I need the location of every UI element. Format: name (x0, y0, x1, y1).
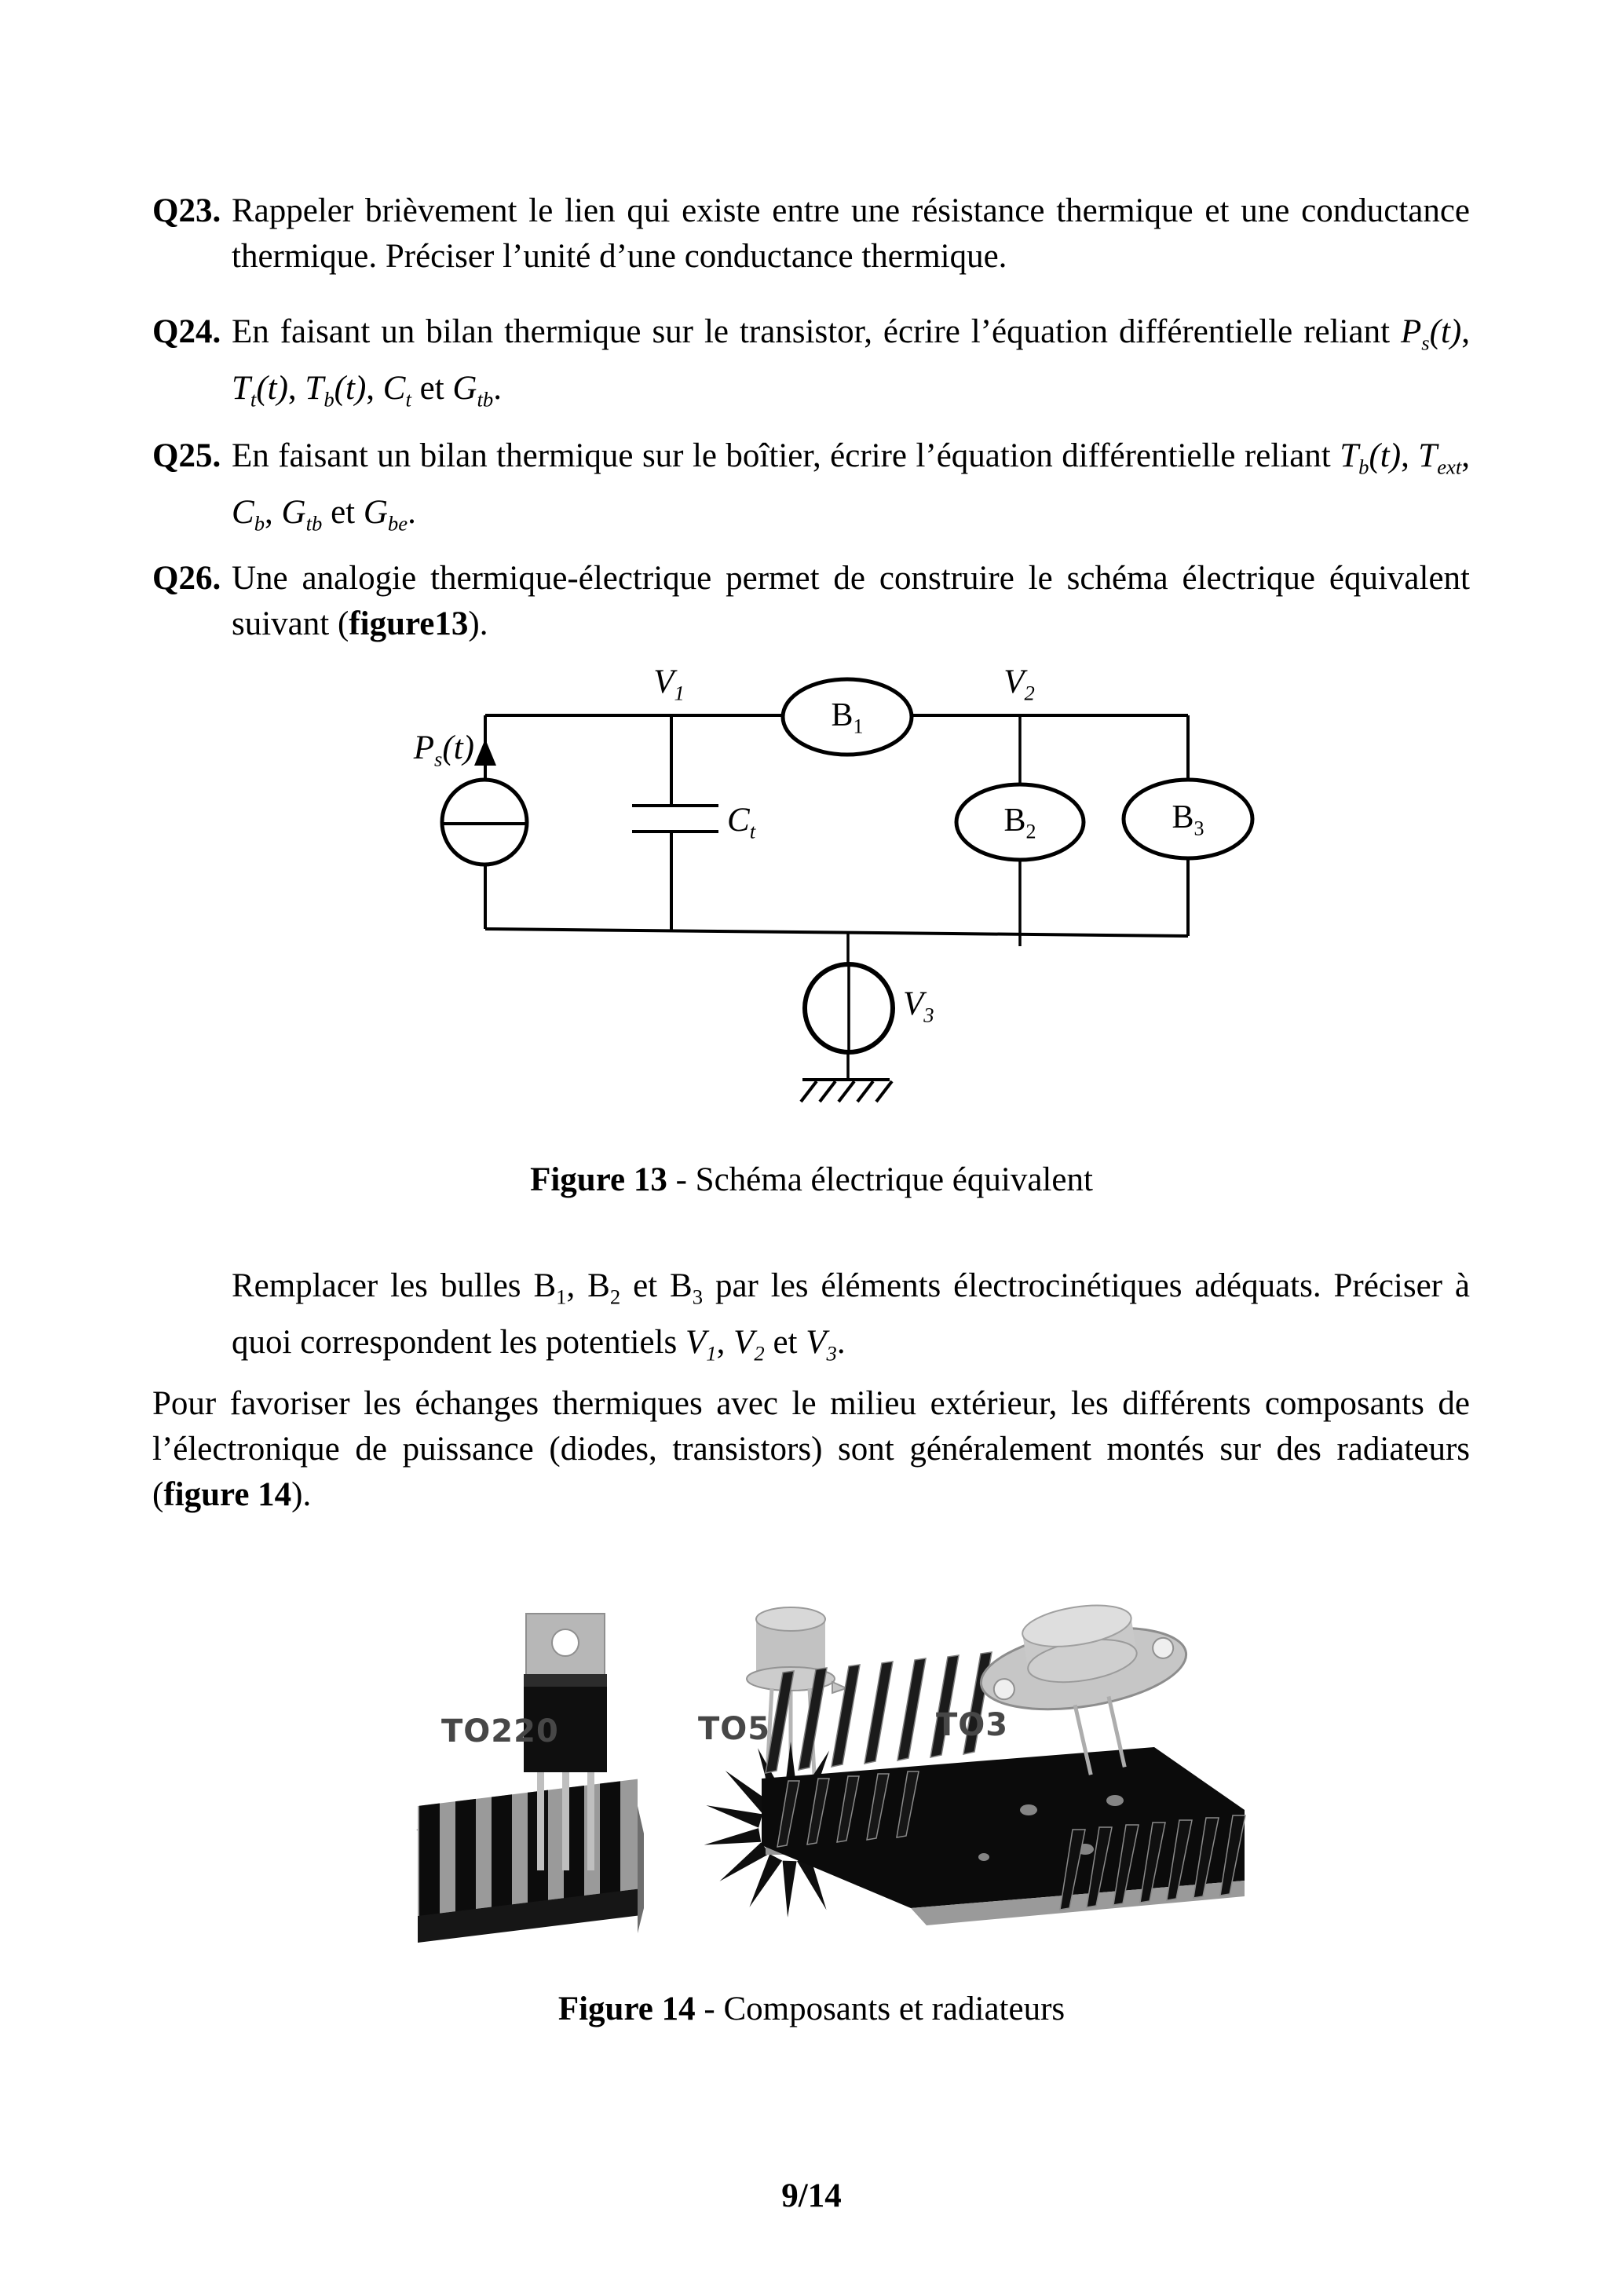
figure14-caption-text: - Composants et radiateurs (695, 1991, 1066, 2027)
figure13-caption (0, 1157, 1623, 1203)
figure14-caption-number: Figure 14 (557, 1991, 696, 2027)
figure13-caption-number: Figure 13 (530, 1161, 667, 1198)
heatsink-to220 (416, 1779, 644, 1943)
ground-icon (801, 1080, 892, 1102)
node-label-v1: $V_1$ (653, 664, 685, 705)
question-label: Q25. (152, 437, 221, 474)
question-text: En faisant un bilan thermique sur le boîtier, écrire l’équation différentielle reliant $T_b(t)$, $T_{ext}$, $C_b$, $G_{tb}$ et $G_{be}$. (232, 437, 1471, 536)
figure13-caption-text: - Schéma électrique équivalent (667, 1161, 1093, 1198)
label-to3: TO3 (936, 1707, 1009, 1743)
figure14-caption (0, 1987, 1623, 2032)
paragraph-remplacer: Remplacer les bulles $B_1$, $B_2$ et $B_3$ par les éléments électrocinétiques adéquats. Préciser à quoi correspondent les potentiels $V_1$, $V_2$ et $V_3$. (232, 1267, 1470, 1366)
bubble-label-b3: $B_3$ (1172, 799, 1204, 840)
question-text: Une analogie thermique-électrique permet de construire le schéma électrique équivalent suivant (figure13). (232, 560, 1470, 642)
label-to220: TO220 (441, 1713, 559, 1749)
arrow-up-icon (474, 739, 496, 766)
question-text: Rappeler brièvement le lien qui existe entre une résistance thermique et une conductance thermique. Préciser l’unité d’une conductance thermique. (232, 192, 1470, 275)
bubble-label-b1: $B_1$ (831, 697, 864, 738)
to220-mount-hole (552, 1629, 579, 1656)
node-label-v2: $V_2$ (1003, 664, 1035, 705)
question-label: Q24. (152, 313, 221, 350)
node-label-v3: $V_3$ (903, 985, 934, 1027)
label-to5: TO5 (698, 1711, 771, 1747)
figure14-image (408, 1570, 1256, 1955)
question-label: Q26. (152, 560, 221, 597)
paragraph-pour-favoriser: Pour favoriser les échanges thermiques avec le milieu extérieur, les différents composants de l’électronique de puissance (diodes, transistors) sont généralement montés sur des radiateurs (figure 14). (152, 1385, 1470, 1513)
page-number: 9/14 (781, 2177, 842, 2214)
source-label-ps: $P_s(t)$ (413, 729, 474, 771)
circuit-bottom-wire (485, 929, 1188, 936)
capacitor-symbol (632, 806, 718, 832)
question-label: Q23. (152, 192, 221, 229)
bubble-label-b2: $B_2$ (1003, 803, 1036, 843)
capacitor-label-ct: $C_t$ (727, 802, 756, 843)
question-text: En faisant un bilan thermique sur le transistor, écrire l’équation différentielle reliant $P_s(t)$, $T_t(t)$, $T_b(t)$, $C_t$ et $G_{tb}$. (232, 313, 1470, 411)
